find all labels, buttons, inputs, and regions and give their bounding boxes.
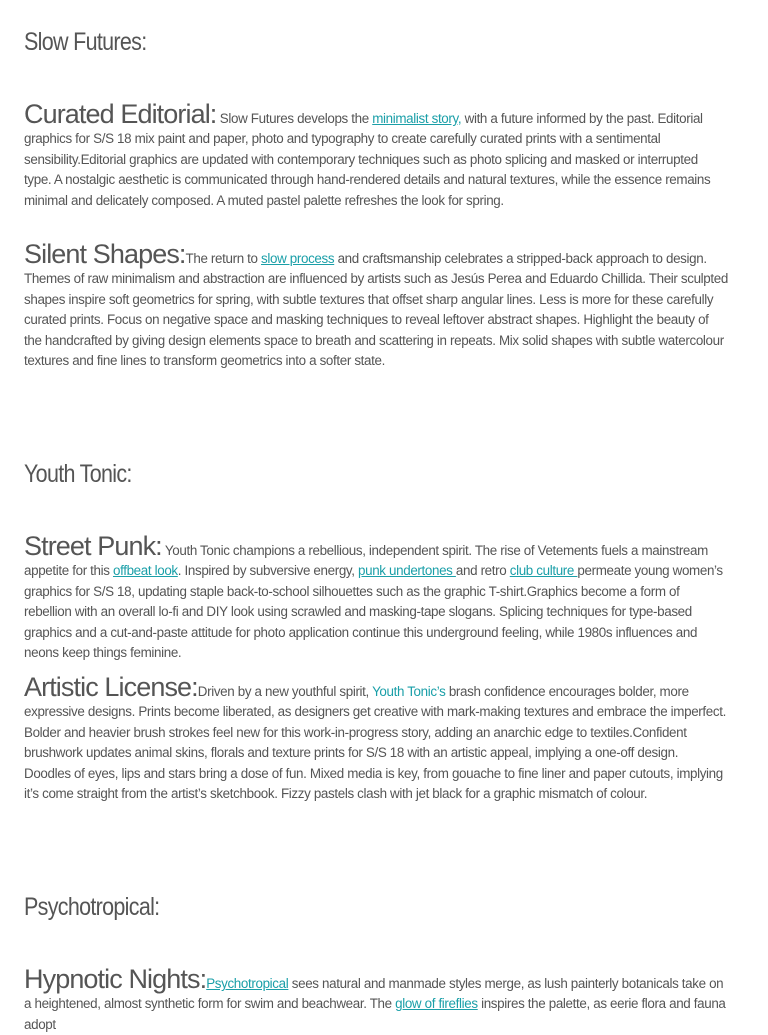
paragraph-text: and retro bbox=[455, 563, 510, 579]
paragraph-silent-shapes bbox=[24, 239, 728, 371]
paragraph-lead: Silent Shapes: bbox=[24, 239, 186, 269]
paragraph-text: Youth Tonic champions a rebellious, independent spirit. The rise of Vetements fuels a mainstream appetite for this bbox=[24, 543, 708, 579]
paragraph-text: permeate young women’s graphics for S/S 18, updating staple back-to-school silhouettes such as the graphic T-shirt.Graphics become a form of rebellion with an overall lo-fi and DIY look using scrawled and masking-tape slogans. Splicing techniques for type-based graphics and a cut-and-paste attitude for photo application continue this underground feeling, while 1980s influences and neons keep things feminine. bbox=[24, 563, 723, 661]
paragraph-curated-editorial bbox=[24, 99, 728, 211]
paragraph-lead: Artistic License: bbox=[24, 672, 198, 702]
paragraph-lead: Curated Editorial: bbox=[24, 99, 217, 129]
paragraph-text: and craftsmanship celebrates a stripped-back approach to design. Themes of raw minimalism and abstraction are influenced by artists such as Jesús Perea and Eduardo Chillida. Their sculpted shapes inspire soft geometrics for spring, with subtle textures that offset sharp angular lines. Less is more for these carefully curated prints. Focus on negative space and masking techniques to reveal leftover abstract shapes. Highlight the beauty of the handcrafted by giving design elements space to breath and scattering in repeats. Mix solid shapes with subtle watercolour textures and fine lines to transform geometrics into a softer state. bbox=[24, 251, 728, 369]
link-punk-undertones[interactable]: punk undertones bbox=[358, 563, 456, 579]
section-title-youth-tonic: Youth Tonic: bbox=[24, 460, 132, 488]
paragraph-text: The return to bbox=[185, 251, 262, 266]
link-youth-tonics[interactable]: Youth Tonic’s bbox=[372, 684, 446, 699]
link-minimalist-story[interactable]: minimalist story, bbox=[372, 111, 462, 126]
section-title-slow-futures: Slow Futures: bbox=[24, 28, 147, 56]
paragraph-text: sees natural and manmade styles merge, as lush painterly botanicals take on a heightened, almost synthetic form for swim and beachwear. The bbox=[24, 976, 724, 1012]
paragraph-lead: Hypnotic Nights: bbox=[24, 964, 207, 994]
paragraph-text: . Inspired by subversive energy, bbox=[177, 563, 359, 579]
paragraph-hypnotic-nights bbox=[24, 964, 728, 1035]
link-psychotropical[interactable]: Psychotropical bbox=[206, 976, 289, 991]
link-offbeat-look[interactable]: offbeat look bbox=[112, 563, 178, 579]
paragraph-text: Slow Futures develops the bbox=[216, 111, 373, 126]
paragraph-text: inspires the palette, as eerie flora and fauna adopt bbox=[24, 996, 726, 1032]
link-glow-of-fireflies[interactable]: glow of fireflies bbox=[395, 996, 478, 1012]
paragraph-text: Driven by a new youthful spirit, bbox=[197, 684, 373, 699]
section-title-psychotropical: Psychotropical: bbox=[24, 893, 160, 921]
link-club-culture[interactable]: club culture bbox=[509, 563, 578, 579]
paragraph-lead: Street Punk: bbox=[24, 531, 162, 561]
paragraph-artistic-license bbox=[24, 672, 728, 804]
paragraph-text: brash confidence encourages bolder, more expressive designs. Prints become liberated, as designers get creative with mark-making textures and embrace the imperfect. Bolder and heavier brush strokes feel new for this work-in-progress story, adding an anarchic edge to textiles.Confident brushwork updates animal skins, florals and texture prints for S/S 18 with an artistic appeal, implying a one-off design. Doodles of eyes, lips and stars bring a dose of fun. Mixed media is key, from gouache to fine liner and paper cutouts, implying it’s come straight from the artist’s sketchbook. Fizzy pastels clash with jet black for a graphic mismatch of colour. bbox=[24, 684, 726, 802]
paragraph-street-punk bbox=[24, 531, 728, 663]
paragraph-text: with a future informed by the past. Editorial graphics for S/S 18 mix paint and paper, photo and typography to create carefully curated prints with a sentimental sensibility.Editorial graphics are updated with contemporary techniques such as photo splicing and masked or interrupted type. A nostalgic aesthetic is communicated through hand-rendered details and natural textures, while the essence remains minimal and delicately composed. A muted pastel palette refreshes the look for spring. bbox=[24, 111, 711, 208]
link-slow-process[interactable]: slow process bbox=[261, 251, 335, 266]
